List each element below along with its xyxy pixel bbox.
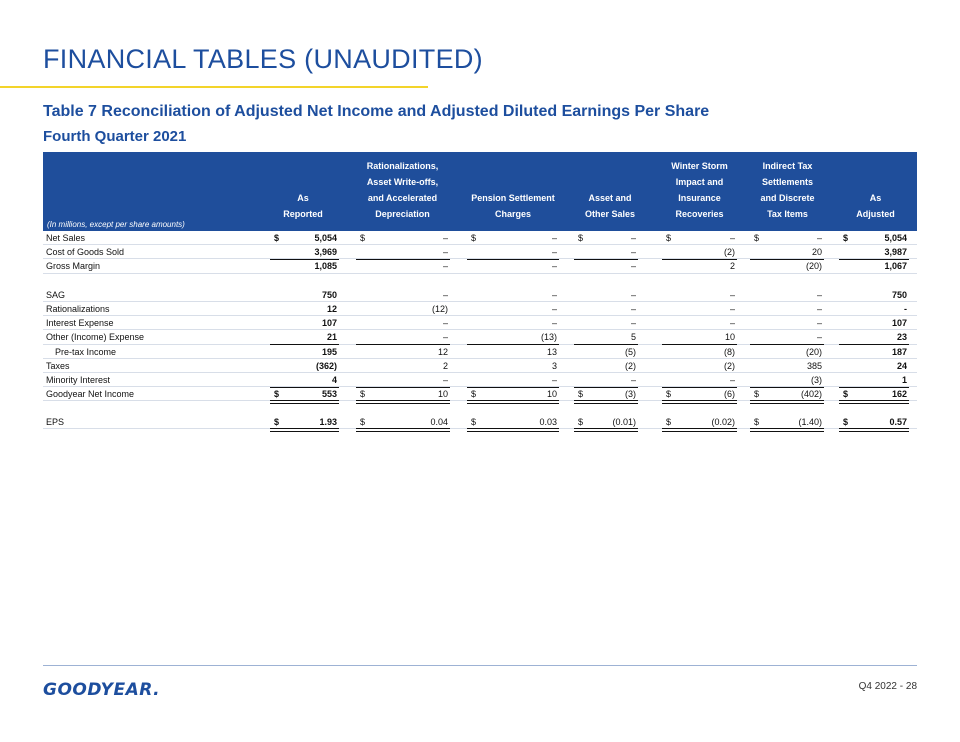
cell-value: 162 <box>891 389 907 400</box>
column-header-line: Rationalizations, <box>366 161 439 171</box>
column-header-line: Recoveries <box>675 209 724 219</box>
cell-value: – <box>729 318 735 329</box>
cell-value: 107 <box>891 318 907 329</box>
cell-value: – <box>729 289 735 300</box>
subtotal-underline <box>574 259 638 260</box>
cell-value: – <box>816 332 822 343</box>
cell-value: 2 <box>729 261 735 272</box>
row-label: Rationalizations <box>46 303 110 314</box>
subtotal-underline <box>839 387 909 388</box>
currency-symbol: $ <box>754 233 760 243</box>
table-row <box>43 387 917 401</box>
cell-value: (2) <box>724 247 735 258</box>
cell-value: 23 <box>896 332 907 343</box>
cell-value: – <box>551 247 557 258</box>
currency-symbol: $ <box>754 389 760 400</box>
cell-value: 1,067 <box>884 261 907 272</box>
column-header <box>350 152 455 231</box>
cell-value: (5) <box>625 346 636 357</box>
cell-value: (6) <box>724 389 735 400</box>
cell-value: (0.01) <box>612 417 636 428</box>
subtotal-underline <box>270 344 339 345</box>
cell-value: 3,987 <box>884 247 907 258</box>
cell-value: (2) <box>625 360 636 371</box>
subtotal-underline <box>839 259 909 260</box>
cell-value: 187 <box>891 346 907 357</box>
currency-symbol: $ <box>666 417 672 428</box>
column-header-line: Other Sales <box>584 209 636 219</box>
cell-value: 12 <box>326 303 337 314</box>
cell-value: 10 <box>724 332 735 343</box>
currency-symbol: $ <box>666 233 672 243</box>
column-header-line: Depreciation <box>375 209 430 219</box>
cell-value: – <box>816 318 822 329</box>
subtotal-underline <box>750 387 824 388</box>
cell-value: – <box>729 303 735 314</box>
cell-value: 24 <box>896 360 907 371</box>
cell-value: 5,054 <box>314 233 337 243</box>
title-accent-rule <box>0 86 428 88</box>
subtotal-underline <box>270 259 339 260</box>
subtotal-underline <box>574 344 638 345</box>
row-label: Taxes <box>46 360 70 371</box>
currency-symbol: $ <box>471 233 477 243</box>
column-header-line: Adjusted <box>856 209 895 219</box>
column-header <box>463 152 563 231</box>
cell-value: - <box>904 303 907 314</box>
subtotal-underline <box>662 387 737 388</box>
cell-value: 5,054 <box>884 233 907 243</box>
currency-symbol: $ <box>274 233 280 243</box>
cell-value: (3) <box>625 389 636 400</box>
column-header-line: Asset and <box>588 193 632 203</box>
cell-value: 750 <box>891 289 907 300</box>
cell-value: – <box>442 247 448 258</box>
currency-symbol: $ <box>471 417 477 428</box>
row-label: Minority Interest <box>46 374 111 385</box>
cell-value: 10 <box>546 389 557 400</box>
row-label: Interest Expense <box>46 318 114 329</box>
cell-value: 750 <box>321 289 337 300</box>
column-header <box>657 152 742 231</box>
currency-symbol: $ <box>471 389 477 400</box>
subtotal-underline <box>356 387 450 388</box>
cell-value: – <box>630 303 636 314</box>
currency-symbol: $ <box>360 389 366 400</box>
subtotal-underline <box>662 344 737 345</box>
cell-value: – <box>442 261 448 272</box>
table-row <box>43 231 917 245</box>
table-row <box>43 345 917 359</box>
currency-symbol: $ <box>754 417 760 428</box>
cell-value: (13) <box>540 332 557 343</box>
cell-value: 10 <box>437 389 448 400</box>
currency-symbol: $ <box>274 389 280 400</box>
cell-value: (20) <box>805 261 822 272</box>
units-note: (In millions, except per share amounts) <box>47 220 185 229</box>
row-label: Net Sales <box>46 233 86 243</box>
cell-value: – <box>816 289 822 300</box>
cell-value: – <box>442 318 448 329</box>
row-label: Pre-tax Income <box>55 346 117 357</box>
subtotal-underline <box>356 344 450 345</box>
column-header-line: Tax Items <box>767 209 808 219</box>
currency-symbol: $ <box>666 389 672 400</box>
cell-value: 1 <box>901 374 907 385</box>
table-header <box>43 152 917 231</box>
subtotal-underline <box>574 387 638 388</box>
total-double-underline <box>356 400 450 404</box>
subtotal-underline <box>467 259 559 260</box>
currency-symbol: $ <box>360 417 366 428</box>
column-header-line: Reported <box>283 209 323 219</box>
subtotal-underline <box>662 259 737 260</box>
cell-value: 3,969 <box>314 247 337 258</box>
total-double-underline <box>574 400 638 404</box>
column-header-line: Winter Storm <box>671 161 728 171</box>
table-row <box>43 288 917 302</box>
row-label: Other (Income) Expense <box>46 332 145 343</box>
row-label: Goodyear Net Income <box>46 389 135 400</box>
total-double-underline <box>750 428 824 432</box>
cell-value: – <box>729 233 735 243</box>
total-double-underline <box>662 428 737 432</box>
table-row <box>43 245 917 259</box>
cell-value: (12) <box>431 303 448 314</box>
total-double-underline <box>750 400 824 404</box>
cell-value: 553 <box>321 389 337 400</box>
total-double-underline <box>467 428 559 432</box>
column-header-line: Asset Write-offs, <box>366 177 439 187</box>
cell-value: (20) <box>805 346 822 357</box>
cell-value: 1,085 <box>314 261 337 272</box>
cell-value: 3 <box>551 360 557 371</box>
total-double-underline <box>270 428 339 432</box>
cell-value: – <box>442 332 448 343</box>
row-label: Cost of Goods Sold <box>46 247 125 258</box>
cell-value: – <box>442 289 448 300</box>
column-header-line: Pension Settlement <box>471 193 555 203</box>
cell-value: – <box>551 289 557 300</box>
subtotal-underline <box>467 344 559 345</box>
cell-value: 195 <box>321 346 337 357</box>
page-number: Q4 2022 - 28 <box>858 681 917 692</box>
table-row <box>43 373 917 387</box>
column-header-line: As <box>297 193 309 203</box>
subtotal-underline <box>356 259 450 260</box>
subtotal-underline <box>750 259 824 260</box>
currency-symbol: $ <box>843 417 849 428</box>
currency-symbol: $ <box>843 233 849 243</box>
column-header-line: Impact and <box>675 177 724 187</box>
cell-value: 2 <box>442 360 448 371</box>
table-row <box>43 415 917 429</box>
total-double-underline <box>356 428 450 432</box>
page-title: FINANCIAL TABLES (UNAUDITED) <box>43 44 483 74</box>
column-header <box>838 152 913 231</box>
cell-value: 107 <box>321 318 337 329</box>
column-header-line: Settlements <box>761 177 814 187</box>
column-header-line: Indirect Tax <box>762 161 813 171</box>
table-subheading: Fourth Quarter 2021 <box>43 128 187 145</box>
total-double-underline <box>662 400 737 404</box>
column-header <box>570 152 650 231</box>
column-header-line: and Discrete <box>760 193 815 203</box>
cell-value: – <box>816 233 822 243</box>
subtotal-underline <box>270 387 339 388</box>
cell-value: 0.04 <box>430 417 448 428</box>
cell-value: 385 <box>806 360 822 371</box>
cell-value: 12 <box>437 346 448 357</box>
column-header-line: Charges <box>494 209 531 219</box>
total-double-underline <box>467 400 559 404</box>
cell-value: – <box>816 303 822 314</box>
table-row <box>43 316 917 330</box>
cell-value: – <box>630 318 636 329</box>
spacer-row <box>43 274 917 288</box>
cell-value: – <box>729 374 735 385</box>
currency-symbol: $ <box>360 233 366 243</box>
column-header-line: Insurance <box>678 193 721 203</box>
cell-value: (402) <box>800 389 822 400</box>
cell-value: 5 <box>630 332 636 343</box>
cell-value: 0.57 <box>889 417 907 428</box>
cell-value: 20 <box>811 247 822 258</box>
cell-value: – <box>551 261 557 272</box>
cell-value: – <box>630 289 636 300</box>
subtotal-underline <box>839 344 909 345</box>
total-double-underline <box>839 400 909 404</box>
table-heading: Table 7 Reconciliation of Adjusted Net Income and Adjusted Diluted Earnings Per Share <box>43 103 710 120</box>
total-double-underline <box>839 428 909 432</box>
cell-value: – <box>442 374 448 385</box>
cell-value: 0.03 <box>539 417 557 428</box>
column-header <box>258 152 348 231</box>
subtotal-underline <box>467 387 559 388</box>
cell-value: – <box>551 374 557 385</box>
cell-value: – <box>630 233 636 243</box>
row-label: SAG <box>46 289 66 300</box>
cell-value: – <box>630 374 636 385</box>
table-row <box>43 302 917 316</box>
cell-value: 21 <box>326 332 337 343</box>
table-row <box>43 330 917 344</box>
cell-value: – <box>630 261 636 272</box>
cell-value: – <box>442 233 448 243</box>
cell-value: 4 <box>331 374 337 385</box>
cell-value: (2) <box>724 360 735 371</box>
column-header-line: and Accelerated <box>367 193 438 203</box>
currency-symbol: $ <box>578 417 584 428</box>
goodyear-logo: GOODYEAR. <box>43 680 161 700</box>
cell-value: 13 <box>546 346 557 357</box>
row-label: Gross Margin <box>46 261 101 272</box>
total-double-underline <box>574 428 638 432</box>
cell-value: (362) <box>315 360 337 371</box>
cell-value: – <box>551 303 557 314</box>
currency-symbol: $ <box>578 389 584 400</box>
cell-value: (1.40) <box>798 417 822 428</box>
row-label: EPS <box>46 417 65 428</box>
financial-table-body <box>43 231 917 429</box>
currency-symbol: $ <box>843 389 849 400</box>
total-double-underline <box>270 400 339 404</box>
currency-symbol: $ <box>578 233 584 243</box>
cell-value: 1.93 <box>319 417 337 428</box>
cell-value: – <box>630 247 636 258</box>
column-header <box>745 152 830 231</box>
cell-value: – <box>551 318 557 329</box>
column-header-line: As <box>869 193 882 203</box>
cell-value: (3) <box>811 374 822 385</box>
currency-symbol: $ <box>274 417 280 428</box>
cell-value: (0.02) <box>711 417 735 428</box>
subtotal-underline <box>750 344 824 345</box>
table-row <box>43 359 917 373</box>
cell-value: – <box>551 233 557 243</box>
cell-value: (8) <box>724 346 735 357</box>
footer-divider <box>43 665 917 666</box>
table-row <box>43 259 917 273</box>
